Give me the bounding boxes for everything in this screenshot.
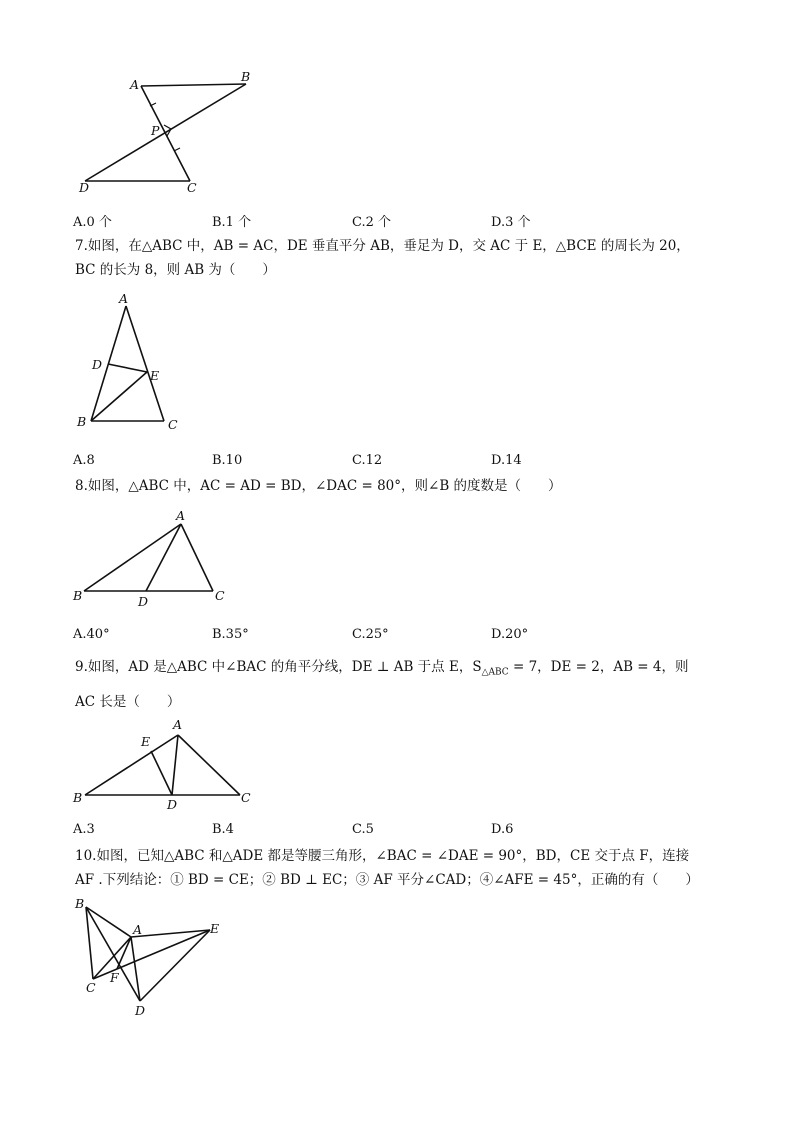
q8-label-b: B [73, 588, 83, 603]
q7-option-d: D.14 [491, 453, 522, 468]
q9-segment-ad [172, 735, 178, 795]
q10-segment-de [140, 930, 210, 1001]
q9-area-subscript: △ABC [481, 667, 509, 678]
q8-segment-ba [84, 524, 181, 591]
q6-label-c: C [187, 180, 197, 195]
q6-option-d: D.3 个 [491, 215, 531, 230]
q7-option-b: B.10 [212, 453, 243, 468]
q7-figure [70, 290, 190, 435]
q10-segment-ba [86, 907, 131, 937]
q9-label-d: D [167, 797, 178, 812]
q8-option-b: B.35° [212, 627, 249, 642]
q6-segment-ab [141, 84, 246, 86]
q9-segment-de [151, 751, 172, 795]
q6-option-a: A.0 个 [73, 215, 112, 230]
q9-label-b: B [73, 790, 83, 805]
q9-stem-line-1-start: 9.如图，AD 是△ABC 中∠BAC 的角平分线，DE ⊥ AB 于点 E，S [75, 659, 482, 675]
q8-segment-ac [181, 524, 213, 591]
q9-stem-line-2: AC 长是（ ） [75, 694, 181, 710]
q10-stem-line-1: 10.如图，已知△ABC 和△ADE 都是等腰三角形，∠BAC = ∠DAE = 90°，BD，CE 交于点 F，连接 [75, 848, 690, 864]
q10-segment-ad [131, 937, 140, 1001]
q7-option-a: A.8 [73, 453, 95, 468]
q6-label-d: D [79, 180, 90, 195]
q7-segment-ac [126, 306, 164, 421]
q8-stem-line-1: 8.如图，△ABC 中，AC = AD = BD，∠DAC = 80°，则∠B 的度数是（ ） [75, 478, 562, 494]
q9-stem-line-1 [75, 655, 735, 685]
q6-segment-bd [85, 84, 246, 181]
q6-option-b: B.1 个 [212, 215, 252, 230]
q7-label-e: E [150, 368, 160, 383]
q9-option-d: D.6 [491, 822, 514, 837]
q9-label-c: C [241, 790, 251, 805]
q10-label-b: B [75, 896, 85, 911]
q9-option-b: B.4 [212, 822, 234, 837]
q6-label-b: B [241, 69, 251, 84]
q6-figure [70, 65, 270, 200]
q7-label-a: A [119, 291, 129, 306]
q10-label-d: D [135, 1003, 146, 1018]
q6-segment-ac [141, 86, 190, 181]
q9-label-e: E [141, 734, 151, 749]
q10-figure [70, 895, 230, 1020]
q7-label-b: B [77, 414, 87, 429]
q9-segment-ba [85, 735, 178, 795]
q6-tick-mark-2 [174, 148, 180, 151]
q8-label-d: D [138, 594, 149, 609]
q7-label-c: C [168, 417, 178, 432]
q9-option-a: A.3 [73, 822, 95, 837]
q9-option-c: C.5 [352, 822, 374, 837]
q8-figure [70, 505, 240, 610]
q6-label-p: P [151, 123, 160, 138]
q10-segment-ae [131, 930, 210, 937]
q7-option-c: C.12 [352, 453, 383, 468]
q8-option-d: D.20° [491, 627, 529, 642]
q7-stem-line-1: 7.如图，在△ABC 中，AB = AC，DE 垂直平分 AB，垂足为 D，交 AC 于 E，△BCE 的周长为 20， [75, 238, 690, 254]
q8-label-c: C [215, 588, 225, 603]
q6-label-a: A [130, 77, 140, 92]
q8-option-c: C.25° [352, 627, 389, 642]
q9-stem-line-1-end: = 7，DE = 2，AB = 4，则 [508, 659, 689, 675]
q7-label-d: D [92, 357, 103, 372]
q10-stem-line-2: AF .下列结论：① BD = CE；② BD ⊥ EC；③ AF 平分∠CAD；④∠AFE = 45°，正确的有（ ） [75, 872, 699, 888]
q8-label-a: A [176, 508, 186, 523]
q8-segment-ad [146, 524, 181, 591]
q9-figure [70, 715, 260, 815]
q10-label-f: F [110, 970, 119, 985]
q10-label-c: C [86, 980, 96, 995]
q7-segment-be [91, 372, 147, 421]
q10-label-a: A [133, 922, 143, 937]
q9-segment-ac [178, 735, 240, 795]
q7-segment-de [108, 364, 147, 372]
q8-option-a: A.40° [73, 627, 110, 642]
q7-stem-line-2: BC 的长为 8，则 AB 为（ ） [75, 262, 276, 278]
q6-option-c: C.2 个 [352, 215, 392, 230]
q9-label-a: A [173, 717, 183, 732]
q10-label-e: E [210, 921, 220, 936]
